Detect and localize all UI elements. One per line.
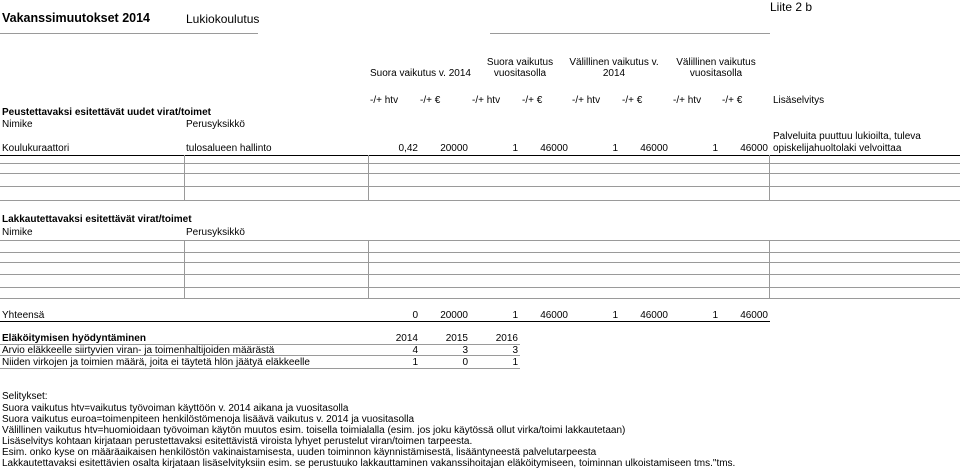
grid-line	[0, 274, 960, 275]
row-position-name: Koulukuraattori	[2, 143, 70, 154]
explanation-line-1: Suora vaikutus htv=vaikutus työvoiman käyttöön v. 2014 aikana ja vuositasolla	[2, 403, 349, 414]
col-header-direct-annual-1: Suora vaikutus	[486, 57, 554, 68]
grid-line	[0, 186, 960, 187]
total-value-6: 46000	[640, 310, 668, 321]
document-title: Vakanssimuutokset 2014	[2, 11, 150, 25]
row-value-3: 1	[512, 143, 518, 154]
row-value-1: 0,42	[398, 143, 418, 154]
grid-line	[0, 368, 520, 369]
unit-eur-4: -/+ €	[722, 95, 743, 106]
col-header-indirect-2014-1: Välillinen vaikutus v.	[569, 57, 659, 68]
grid-line	[0, 200, 960, 201]
total-value-7: 1	[712, 310, 718, 321]
grid-line	[0, 262, 960, 263]
unit-htv-1: -/+ htv	[370, 95, 399, 106]
explanation-line-3: Välillinen vaikutus htv=huomioidaan työvoiman käytön muutos esim. toisella toimialalla (esim. jos joku käytössä ollut virka/toimi lakkautetaan)	[2, 425, 626, 436]
total-value-5: 1	[612, 310, 618, 321]
section-abolished-col-name: Nimike	[2, 227, 33, 238]
grid-col	[368, 155, 369, 200]
explanation-line-6: Lakkautettavaksi esitettävien osalta kirjataan lisäselvityksiin esim. se perustuuko lakkauttaminen vakanssihoitajan eläköitymiseen, toiminnan ulkoistamiseen tms."tms.	[2, 458, 736, 469]
explanation-line-4: Lisäselvitys kohtaan kirjataan perustettavaksi esitettävistä viroista lyhyet perustelut viran/toimen tarpeesta.	[2, 436, 473, 447]
grid-line	[0, 287, 960, 288]
total-value-3: 1	[512, 310, 518, 321]
unit-htv-2: -/+ htv	[472, 95, 501, 106]
explanation-line-2: Suora vaikutus euroa=toimenpiteen henkilöstömenoja lisäävä vaikutus v. 2014 ja vuositasolla	[2, 414, 415, 425]
retirement-row-1-value-3: 3	[512, 345, 518, 356]
document-subtitle: Lukiokoulutus	[186, 12, 260, 26]
total-value-2: 20000	[440, 310, 468, 321]
col-header-indirect-2014-2: 2014	[602, 68, 626, 79]
grid-line	[0, 252, 960, 253]
retirement-row-2-label: Niiden virkojen ja toimien määrä, joita ei täytetä hlön jäätyä eläkkeelle	[2, 357, 310, 368]
row-value-4: 46000	[540, 143, 568, 154]
retirement-title: Eläköitymisen hyödyntäminen	[2, 333, 146, 344]
notes-header: Lisäselvitys	[773, 95, 825, 106]
total-value-1: 0	[412, 310, 418, 321]
unit-eur-3: -/+ €	[622, 95, 643, 106]
grid-col	[184, 155, 185, 200]
row-note-line-2: opiskelijahuoltolaki velvoittaa	[773, 143, 902, 154]
unit-eur-2: -/+ €	[522, 95, 543, 106]
row-value-8: 46000	[740, 143, 768, 154]
retirement-row-2-value-1: 1	[412, 357, 418, 368]
explanations-title: Selitykset:	[2, 391, 48, 402]
unit-eur-1: -/+ €	[420, 95, 441, 106]
row-value-6: 46000	[640, 143, 668, 154]
section-new-col-name: Nimike	[2, 119, 33, 130]
total-value-8: 46000	[740, 310, 768, 321]
total-label: Yhteensä	[2, 310, 45, 321]
row-value-2: 20000	[440, 143, 468, 154]
grid-line	[0, 173, 960, 174]
grid-col	[184, 240, 185, 298]
retirement-row-2-value-2: 0	[462, 357, 468, 368]
header-line-left	[0, 33, 258, 34]
section-abolished-title: Lakkautettavaksi esitettävät virat/toimet	[2, 214, 192, 225]
grid-col	[769, 240, 770, 298]
total-value-4: 46000	[540, 310, 568, 321]
appendix-label: Liite 2 b	[770, 0, 813, 14]
grid-line	[0, 163, 960, 164]
retirement-year-2016: 2016	[495, 333, 518, 344]
unit-htv-4: -/+ htv	[673, 95, 702, 106]
row-value-7: 1	[712, 143, 718, 154]
grid-col	[769, 155, 770, 200]
explanation-line-5: Esim. onko kyse on määräaikaisen henkilöstön vakinaistamisesta, uuden toiminnon käynnistämisestä, lisääntyneestä palvelutarpeesta	[2, 447, 597, 458]
retirement-year-2014: 2014	[395, 333, 418, 344]
col-header-indirect-annual-2: vuositasolla	[689, 68, 743, 79]
col-header-indirect-annual-1: Välillinen vaikutus	[676, 57, 756, 68]
grid-line	[0, 355, 520, 356]
grid-line	[0, 155, 960, 156]
section-new-col-unit: Perusyksikkö	[186, 119, 245, 130]
row-value-5: 1	[612, 143, 618, 154]
retirement-row-2-value-3: 1	[512, 357, 518, 368]
grid-line	[0, 240, 960, 241]
col-header-direct-annual-2: vuositasolla	[493, 68, 547, 79]
retirement-year-2015: 2015	[445, 333, 468, 344]
header-line-right	[490, 33, 770, 34]
total-line	[0, 321, 770, 322]
unit-htv-3: -/+ htv	[572, 95, 601, 106]
grid-col	[368, 240, 369, 298]
retirement-row-1-value-1: 4	[412, 345, 418, 356]
col-header-direct-2014: Suora vaikutus v. 2014	[370, 68, 471, 79]
section-new-positions-title: Peustettavaksi esitettävät uudet virat/toimet	[2, 107, 211, 118]
retirement-row-1-label: Arvio eläkkeelle siirtyvien viran- ja toimenhaltijoiden määrästä	[2, 345, 275, 356]
row-note-line-1: Palveluita puuttuu lukioilta, tuleva	[773, 131, 921, 142]
section-abolished-col-unit: Perusyksikkö	[186, 227, 245, 238]
grid-line	[0, 298, 960, 299]
row-position-unit: tulosalueen hallinto	[186, 143, 272, 154]
retirement-row-1-value-2: 3	[462, 345, 468, 356]
